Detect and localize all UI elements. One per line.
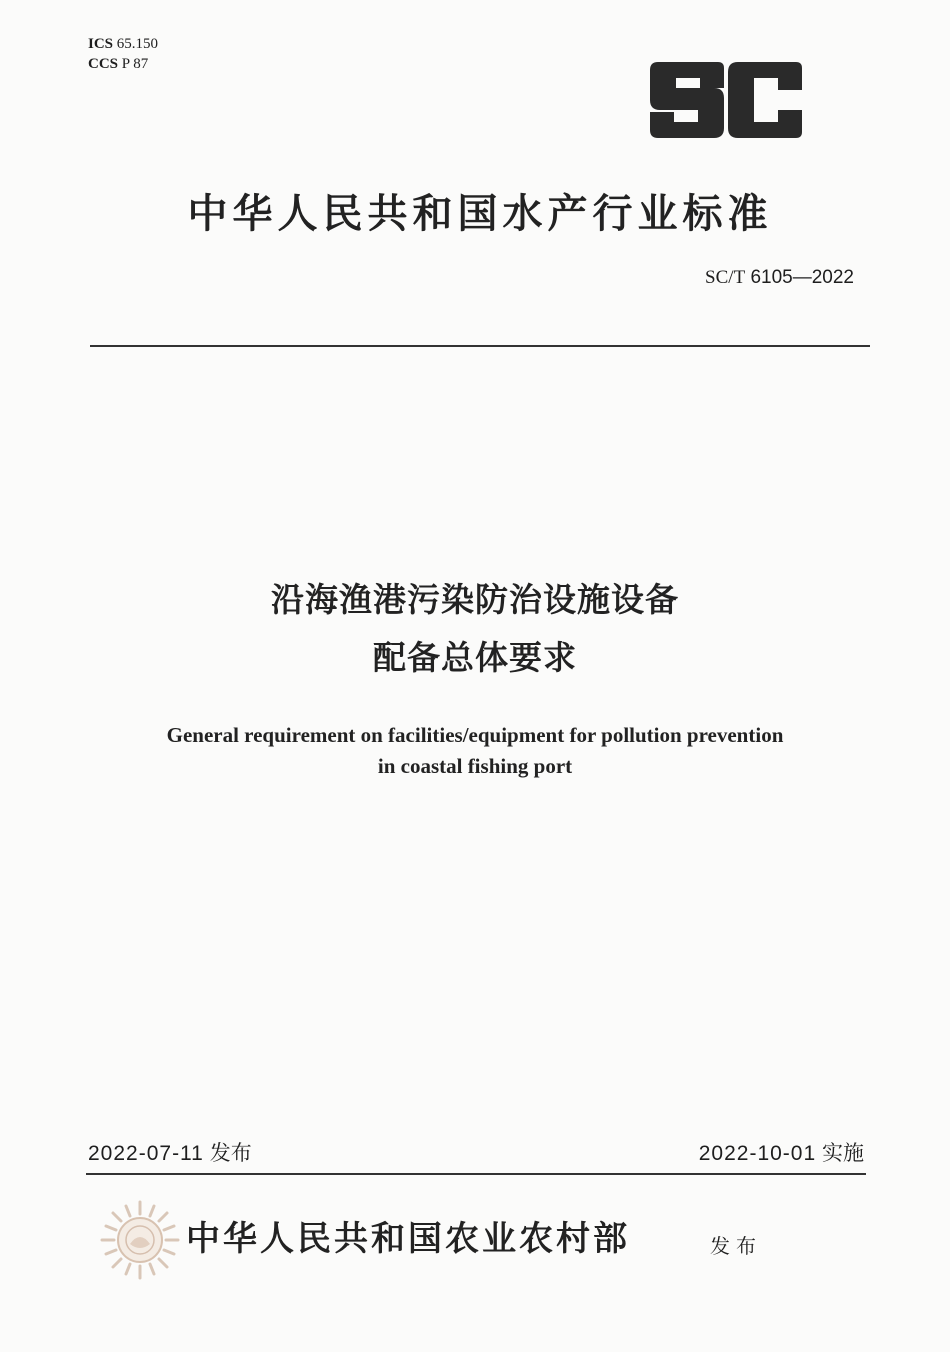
ccs-value: P 87 [121, 56, 149, 72]
issue-label: 发布 [209, 1142, 252, 1165]
ministry-emblem-icon [100, 1200, 180, 1280]
ics-label: ICS [88, 36, 114, 52]
sc-logo [648, 62, 804, 138]
english-title-line-2: in coastal fishing port [377, 754, 573, 778]
publisher-label: 发布 [710, 1234, 762, 1258]
chinese-title-line-1: 沿海渔港污染防治设施设备 [271, 580, 679, 619]
ccs-label: CCS [88, 56, 119, 72]
chinese-title-line-2: 配备总体要求 [373, 638, 577, 677]
ics-code [88, 34, 158, 54]
ics-value: 65.150 [116, 36, 159, 52]
standard-number [705, 266, 854, 290]
standard-number-value: 6105—2022 [750, 267, 854, 288]
issue-date-block [88, 1140, 252, 1168]
ccs-code [88, 54, 158, 74]
implementation-date-block [699, 1140, 864, 1168]
issue-date: 2022-07-11 [88, 1142, 204, 1165]
header-divider [90, 345, 870, 347]
standard-category-title: 中华人民共和国水产行业标准 [187, 191, 773, 237]
implementation-label: 实施 [822, 1142, 864, 1165]
standard-code: SC/T [705, 267, 746, 288]
english-title-line-1: General requirement on facilities/equipment for pollution prevention [166, 723, 784, 747]
implementation-date: 2022-10-01 [698, 1142, 817, 1165]
classification-codes [88, 34, 158, 74]
footer-divider [86, 1173, 866, 1175]
publisher-name: 中华人民共和国农业农村部 [186, 1219, 630, 1259]
